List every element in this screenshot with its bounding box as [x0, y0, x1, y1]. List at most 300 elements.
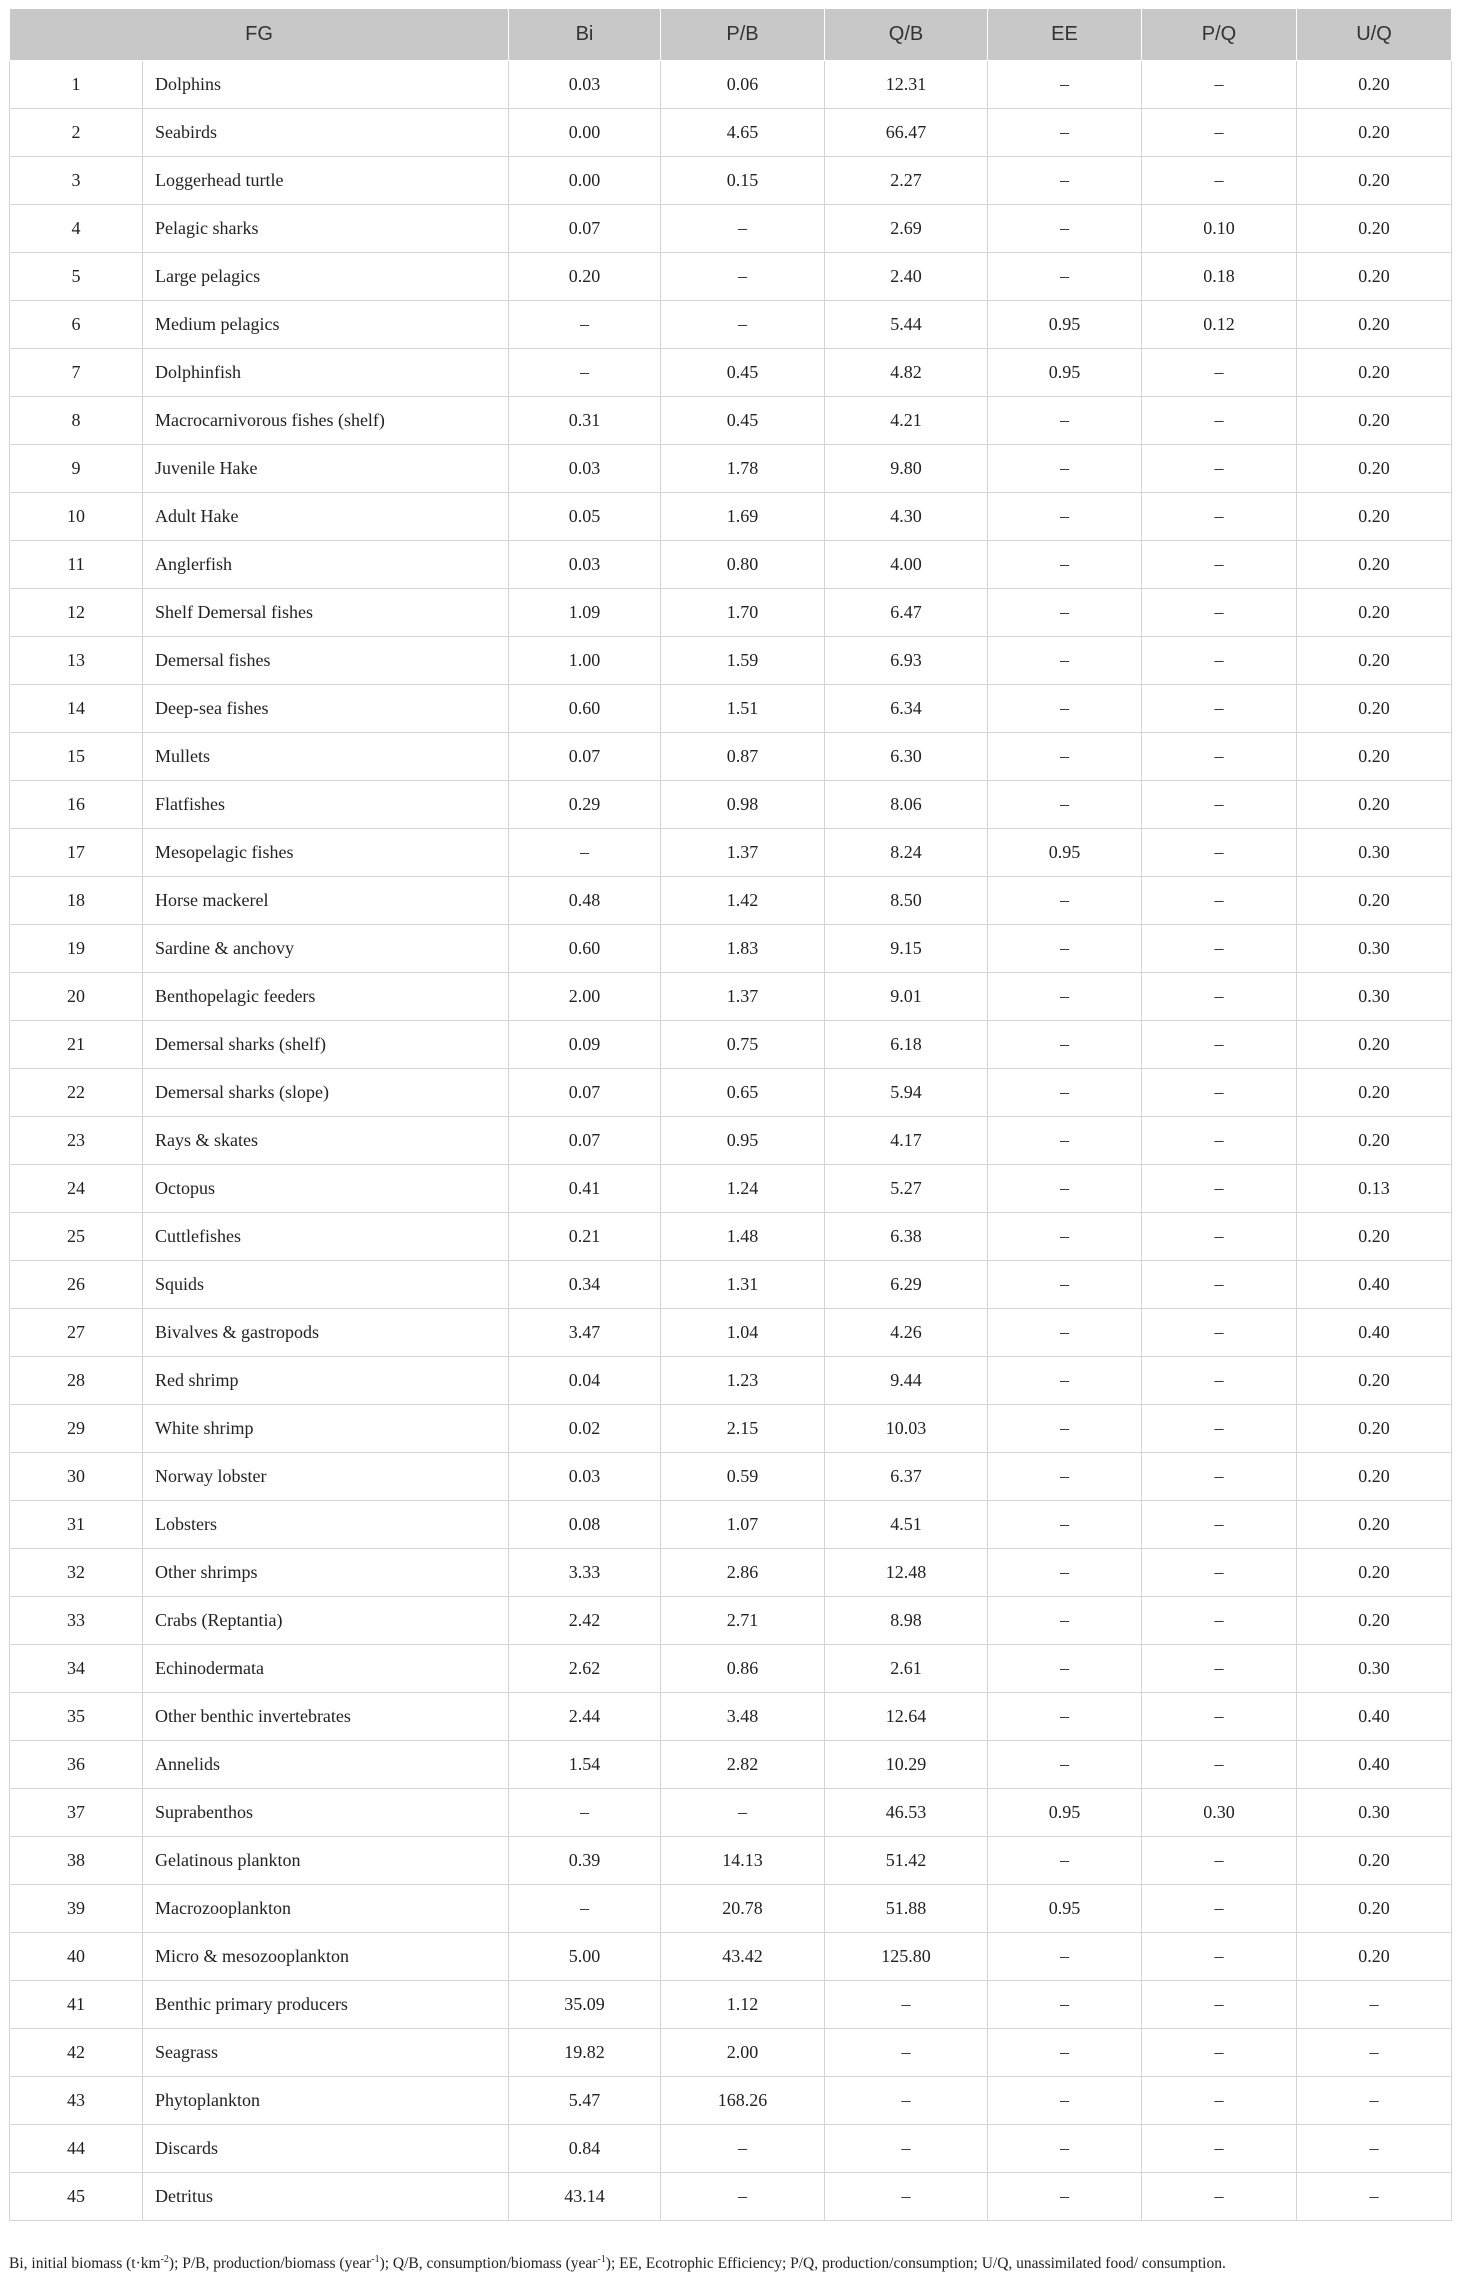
cell-pb: 1.70 — [661, 589, 825, 637]
cell-pq: – — [1142, 973, 1297, 1021]
cell-uq: 0.20 — [1297, 157, 1452, 205]
table-row — [10, 1261, 1452, 1309]
cell-pb: 2.86 — [661, 1549, 825, 1597]
cell-uq: – — [1297, 2173, 1452, 2221]
cell-group-name: Squids — [143, 1261, 509, 1309]
cell-pb: 0.45 — [661, 349, 825, 397]
cell-uq: 0.20 — [1297, 1021, 1452, 1069]
cell-pq: – — [1142, 1981, 1297, 2029]
cell-pq: – — [1142, 1549, 1297, 1597]
cell-group-name: Dolphins — [143, 61, 509, 109]
cell-bi: 35.09 — [509, 1981, 661, 2029]
cell-group-name: Shelf Demersal fishes — [143, 589, 509, 637]
cell-bi: 5.00 — [509, 1933, 661, 1981]
table-header-row — [10, 9, 1452, 61]
table-row — [10, 589, 1452, 637]
cell-bi: 0.07 — [509, 1117, 661, 1165]
table-row — [10, 445, 1452, 493]
table-row — [10, 109, 1452, 157]
cell-qb: – — [825, 2077, 988, 2125]
cell-bi: 43.14 — [509, 2173, 661, 2221]
cell-pq: – — [1142, 1741, 1297, 1789]
cell-uq: 0.20 — [1297, 397, 1452, 445]
table-row — [10, 1405, 1452, 1453]
cell-pq: – — [1142, 1405, 1297, 1453]
footnote-text: ); EE, Ecotrophic Efficiency; P/Q, production/consumption; U/Q, unassimilated food/ consumption. — [605, 2255, 1226, 2272]
cell-qb: 4.26 — [825, 1309, 988, 1357]
cell-pq: – — [1142, 1357, 1297, 1405]
cell-uq: 0.20 — [1297, 1933, 1452, 1981]
cell-qb: – — [825, 2173, 988, 2221]
cell-qb: 66.47 — [825, 109, 988, 157]
cell-pb: 1.23 — [661, 1357, 825, 1405]
cell-qb: 9.80 — [825, 445, 988, 493]
table-row — [10, 877, 1452, 925]
table-row — [10, 541, 1452, 589]
cell-ee: – — [988, 733, 1142, 781]
cell-pq: – — [1142, 1021, 1297, 1069]
table-container — [9, 8, 1451, 2221]
cell-fg-number: 44 — [10, 2125, 143, 2173]
cell-uq: 0.20 — [1297, 1213, 1452, 1261]
cell-uq: 0.20 — [1297, 589, 1452, 637]
cell-uq: 0.20 — [1297, 637, 1452, 685]
cell-pb: 1.37 — [661, 973, 825, 1021]
cell-ee: – — [988, 1069, 1142, 1117]
cell-fg-number: 4 — [10, 205, 143, 253]
cell-uq: – — [1297, 2077, 1452, 2125]
cell-bi: 0.09 — [509, 1021, 661, 1069]
cell-qb: 4.17 — [825, 1117, 988, 1165]
cell-pb: 1.37 — [661, 829, 825, 877]
cell-fg-number: 31 — [10, 1501, 143, 1549]
cell-qb: 9.15 — [825, 925, 988, 973]
cell-group-name: Red shrimp — [143, 1357, 509, 1405]
cell-group-name: Demersal sharks (slope) — [143, 1069, 509, 1117]
footnote-text: ); P/B, production/biomass (year — [168, 2255, 372, 2272]
cell-fg-number: 25 — [10, 1213, 143, 1261]
cell-group-name: Seabirds — [143, 109, 509, 157]
cell-fg-number: 24 — [10, 1165, 143, 1213]
cell-ee: – — [988, 1117, 1142, 1165]
cell-qb: 10.03 — [825, 1405, 988, 1453]
cell-qb: 6.47 — [825, 589, 988, 637]
cell-ee: – — [988, 1597, 1142, 1645]
table-row — [10, 1213, 1452, 1261]
cell-fg-number: 28 — [10, 1357, 143, 1405]
cell-bi: 0.00 — [509, 157, 661, 205]
cell-group-name: Benthopelagic feeders — [143, 973, 509, 1021]
table-row — [10, 1981, 1452, 2029]
table-row — [10, 829, 1452, 877]
cell-ee: – — [988, 205, 1142, 253]
table-row — [10, 2173, 1452, 2221]
cell-uq: 0.20 — [1297, 1549, 1452, 1597]
table-row — [10, 493, 1452, 541]
cell-qb: 8.98 — [825, 1597, 988, 1645]
cell-group-name: Detritus — [143, 2173, 509, 2221]
cell-pq: – — [1142, 1261, 1297, 1309]
cell-pb: – — [661, 1789, 825, 1837]
cell-group-name: Anglerfish — [143, 541, 509, 589]
cell-fg-number: 8 — [10, 397, 143, 445]
cell-pq: – — [1142, 1117, 1297, 1165]
cell-qb: 12.48 — [825, 1549, 988, 1597]
cell-pq: – — [1142, 1645, 1297, 1693]
cell-pq: – — [1142, 493, 1297, 541]
cell-group-name: Juvenile Hake — [143, 445, 509, 493]
cell-pb: 2.71 — [661, 1597, 825, 1645]
cell-bi: 0.07 — [509, 1069, 661, 1117]
cell-pb: 4.65 — [661, 109, 825, 157]
cell-ee: – — [988, 1549, 1142, 1597]
cell-ee: – — [988, 397, 1142, 445]
cell-pb: 1.42 — [661, 877, 825, 925]
cell-uq: 0.20 — [1297, 445, 1452, 493]
cell-uq: 0.20 — [1297, 1885, 1452, 1933]
cell-ee: – — [988, 445, 1142, 493]
table-row — [10, 1741, 1452, 1789]
cell-fg-number: 35 — [10, 1693, 143, 1741]
cell-ee: – — [988, 1309, 1142, 1357]
cell-group-name: Gelatinous plankton — [143, 1837, 509, 1885]
cell-pq: – — [1142, 925, 1297, 973]
cell-pq: – — [1142, 1309, 1297, 1357]
cell-ee: – — [988, 1837, 1142, 1885]
header-fg: FG — [10, 9, 509, 61]
cell-fg-number: 29 — [10, 1405, 143, 1453]
cell-bi: 0.03 — [509, 61, 661, 109]
cell-fg-number: 20 — [10, 973, 143, 1021]
cell-uq: 0.20 — [1297, 1597, 1452, 1645]
footnote-superscript: -1 — [371, 2253, 380, 2265]
cell-group-name: Lobsters — [143, 1501, 509, 1549]
cell-bi: 0.60 — [509, 685, 661, 733]
cell-ee: – — [988, 1453, 1142, 1501]
cell-group-name: Discards — [143, 2125, 509, 2173]
cell-qb: 6.93 — [825, 637, 988, 685]
table-row — [10, 61, 1452, 109]
cell-bi: 5.47 — [509, 2077, 661, 2125]
cell-ee: – — [988, 1357, 1142, 1405]
cell-pb: 20.78 — [661, 1885, 825, 1933]
cell-group-name: Seagrass — [143, 2029, 509, 2077]
cell-uq: 0.20 — [1297, 349, 1452, 397]
cell-qb: 12.31 — [825, 61, 988, 109]
cell-pq: – — [1142, 1165, 1297, 1213]
cell-bi: 0.03 — [509, 445, 661, 493]
header-uq: U/Q — [1297, 9, 1452, 61]
cell-bi: 2.62 — [509, 1645, 661, 1693]
cell-pq: – — [1142, 349, 1297, 397]
cell-bi: – — [509, 829, 661, 877]
cell-group-name: Mullets — [143, 733, 509, 781]
cell-fg-number: 11 — [10, 541, 143, 589]
cell-pb: – — [661, 205, 825, 253]
table-row — [10, 1597, 1452, 1645]
cell-ee: – — [988, 2029, 1142, 2077]
cell-qb: 10.29 — [825, 1741, 988, 1789]
cell-pq: 0.12 — [1142, 301, 1297, 349]
data-table — [9, 8, 1452, 2221]
cell-ee: 0.95 — [988, 1885, 1142, 1933]
cell-uq: 0.20 — [1297, 253, 1452, 301]
cell-bi: 0.02 — [509, 1405, 661, 1453]
cell-qb: 8.06 — [825, 781, 988, 829]
cell-qb: 12.64 — [825, 1693, 988, 1741]
cell-uq: 0.30 — [1297, 973, 1452, 1021]
cell-qb: 6.30 — [825, 733, 988, 781]
cell-qb: 2.61 — [825, 1645, 988, 1693]
cell-bi: 0.39 — [509, 1837, 661, 1885]
cell-pq: – — [1142, 397, 1297, 445]
cell-uq: 0.40 — [1297, 1693, 1452, 1741]
cell-bi: 2.00 — [509, 973, 661, 1021]
table-row — [10, 1165, 1452, 1213]
header-bi: Bi — [509, 9, 661, 61]
cell-uq: 0.20 — [1297, 541, 1452, 589]
table-row — [10, 973, 1452, 1021]
table-row — [10, 349, 1452, 397]
cell-group-name: Bivalves & gastropods — [143, 1309, 509, 1357]
cell-uq: – — [1297, 2029, 1452, 2077]
cell-bi: 0.41 — [509, 1165, 661, 1213]
table-row — [10, 637, 1452, 685]
table-row — [10, 1933, 1452, 1981]
table-row — [10, 1885, 1452, 1933]
footnote-text: Bi, initial biomass (t·km — [9, 2255, 161, 2272]
cell-bi: 0.03 — [509, 1453, 661, 1501]
cell-group-name: Sardine & anchovy — [143, 925, 509, 973]
cell-uq: 0.20 — [1297, 493, 1452, 541]
cell-ee: – — [988, 1933, 1142, 1981]
cell-bi: 0.31 — [509, 397, 661, 445]
cell-fg-number: 19 — [10, 925, 143, 973]
cell-group-name: Other benthic invertebrates — [143, 1693, 509, 1741]
cell-bi: 3.33 — [509, 1549, 661, 1597]
cell-fg-number: 14 — [10, 685, 143, 733]
cell-bi: 0.08 — [509, 1501, 661, 1549]
cell-uq: 0.40 — [1297, 1261, 1452, 1309]
cell-uq: 0.20 — [1297, 1117, 1452, 1165]
cell-uq: 0.20 — [1297, 1837, 1452, 1885]
cell-qb: 6.37 — [825, 1453, 988, 1501]
cell-qb: 8.24 — [825, 829, 988, 877]
cell-group-name: Macrozooplankton — [143, 1885, 509, 1933]
table-row — [10, 1117, 1452, 1165]
cell-qb: 51.88 — [825, 1885, 988, 1933]
cell-group-name: Large pelagics — [143, 253, 509, 301]
cell-ee: – — [988, 109, 1142, 157]
cell-group-name: Norway lobster — [143, 1453, 509, 1501]
cell-group-name: Echinodermata — [143, 1645, 509, 1693]
cell-qb: – — [825, 2029, 988, 2077]
table-row — [10, 2125, 1452, 2173]
cell-fg-number: 16 — [10, 781, 143, 829]
cell-qb: – — [825, 1981, 988, 2029]
cell-pq: – — [1142, 1069, 1297, 1117]
cell-uq: 0.20 — [1297, 109, 1452, 157]
cell-pb: 1.69 — [661, 493, 825, 541]
cell-pq: 0.10 — [1142, 205, 1297, 253]
cell-qb: 2.40 — [825, 253, 988, 301]
cell-fg-number: 5 — [10, 253, 143, 301]
cell-ee: – — [988, 1741, 1142, 1789]
cell-pb: 3.48 — [661, 1693, 825, 1741]
cell-fg-number: 30 — [10, 1453, 143, 1501]
cell-ee: – — [988, 1693, 1142, 1741]
cell-fg-number: 1 — [10, 61, 143, 109]
cell-group-name: Horse mackerel — [143, 877, 509, 925]
table-row — [10, 1549, 1452, 1597]
cell-ee: – — [988, 1981, 1142, 2029]
cell-fg-number: 2 — [10, 109, 143, 157]
cell-pb: 0.80 — [661, 541, 825, 589]
cell-bi: 0.04 — [509, 1357, 661, 1405]
cell-ee: 0.95 — [988, 1789, 1142, 1837]
header-ee: EE — [988, 9, 1142, 61]
cell-group-name: Rays & skates — [143, 1117, 509, 1165]
cell-pb: 2.82 — [661, 1741, 825, 1789]
cell-uq: 0.30 — [1297, 1645, 1452, 1693]
cell-ee: – — [988, 1261, 1142, 1309]
cell-pb: 0.45 — [661, 397, 825, 445]
cell-fg-number: 12 — [10, 589, 143, 637]
cell-ee: 0.95 — [988, 829, 1142, 877]
cell-group-name: Adult Hake — [143, 493, 509, 541]
cell-bi: 0.05 — [509, 493, 661, 541]
cell-uq: 0.20 — [1297, 685, 1452, 733]
cell-uq: 0.20 — [1297, 1069, 1452, 1117]
cell-group-name: Octopus — [143, 1165, 509, 1213]
cell-fg-number: 36 — [10, 1741, 143, 1789]
cell-ee: – — [988, 637, 1142, 685]
cell-fg-number: 18 — [10, 877, 143, 925]
cell-qb: 125.80 — [825, 1933, 988, 1981]
cell-group-name: Mesopelagic fishes — [143, 829, 509, 877]
cell-pq: – — [1142, 1837, 1297, 1885]
cell-ee: – — [988, 493, 1142, 541]
cell-qb: 51.42 — [825, 1837, 988, 1885]
cell-fg-number: 22 — [10, 1069, 143, 1117]
cell-fg-number: 39 — [10, 1885, 143, 1933]
cell-group-name: Medium pelagics — [143, 301, 509, 349]
cell-uq: 0.20 — [1297, 1501, 1452, 1549]
cell-pb: 0.65 — [661, 1069, 825, 1117]
cell-pb: 1.78 — [661, 445, 825, 493]
table-footnote — [9, 2254, 1451, 2273]
cell-bi: 3.47 — [509, 1309, 661, 1357]
cell-fg-number: 3 — [10, 157, 143, 205]
cell-uq: 0.40 — [1297, 1741, 1452, 1789]
cell-pq: – — [1142, 2125, 1297, 2173]
cell-fg-number: 40 — [10, 1933, 143, 1981]
table-row — [10, 1693, 1452, 1741]
cell-group-name: Loggerhead turtle — [143, 157, 509, 205]
cell-uq: 0.30 — [1297, 1789, 1452, 1837]
table-row — [10, 157, 1452, 205]
table-row — [10, 397, 1452, 445]
cell-qb: 2.27 — [825, 157, 988, 205]
cell-pq: – — [1142, 2173, 1297, 2221]
cell-bi: 0.21 — [509, 1213, 661, 1261]
cell-group-name: Dolphinfish — [143, 349, 509, 397]
cell-group-name: Cuttlefishes — [143, 1213, 509, 1261]
table-row — [10, 301, 1452, 349]
cell-fg-number: 27 — [10, 1309, 143, 1357]
cell-pq: – — [1142, 733, 1297, 781]
table-row — [10, 1837, 1452, 1885]
table-row — [10, 1789, 1452, 1837]
cell-fg-number: 23 — [10, 1117, 143, 1165]
cell-group-name: Demersal sharks (shelf) — [143, 1021, 509, 1069]
cell-pq: – — [1142, 157, 1297, 205]
cell-pb: 1.07 — [661, 1501, 825, 1549]
cell-qb: 4.82 — [825, 349, 988, 397]
cell-pb: 0.98 — [661, 781, 825, 829]
cell-qb: 46.53 — [825, 1789, 988, 1837]
cell-bi: 2.42 — [509, 1597, 661, 1645]
cell-fg-number: 33 — [10, 1597, 143, 1645]
cell-ee: – — [988, 541, 1142, 589]
cell-ee: – — [988, 157, 1142, 205]
cell-bi: – — [509, 1789, 661, 1837]
cell-uq: 0.20 — [1297, 1405, 1452, 1453]
cell-pq: – — [1142, 1693, 1297, 1741]
cell-ee: 0.95 — [988, 349, 1142, 397]
cell-pq: – — [1142, 2029, 1297, 2077]
table-row — [10, 685, 1452, 733]
cell-ee: – — [988, 1213, 1142, 1261]
cell-pq: – — [1142, 1501, 1297, 1549]
cell-uq: 0.20 — [1297, 301, 1452, 349]
cell-pb: 0.86 — [661, 1645, 825, 1693]
cell-ee: – — [988, 253, 1142, 301]
cell-pb: 1.51 — [661, 685, 825, 733]
cell-uq: 0.20 — [1297, 61, 1452, 109]
cell-qb: 6.38 — [825, 1213, 988, 1261]
table-row — [10, 1645, 1452, 1693]
cell-bi: 0.84 — [509, 2125, 661, 2173]
cell-pq: – — [1142, 1453, 1297, 1501]
cell-ee: – — [988, 1165, 1142, 1213]
cell-pb: 14.13 — [661, 1837, 825, 1885]
cell-fg-number: 9 — [10, 445, 143, 493]
table-row — [10, 1501, 1452, 1549]
cell-uq: 0.13 — [1297, 1165, 1452, 1213]
cell-pb: 1.59 — [661, 637, 825, 685]
cell-pb: 0.59 — [661, 1453, 825, 1501]
cell-qb: 9.44 — [825, 1357, 988, 1405]
cell-bi: 0.34 — [509, 1261, 661, 1309]
header-qb: Q/B — [825, 9, 988, 61]
cell-bi: 19.82 — [509, 2029, 661, 2077]
cell-ee: – — [988, 685, 1142, 733]
cell-fg-number: 13 — [10, 637, 143, 685]
table-row — [10, 1309, 1452, 1357]
cell-ee: – — [988, 2077, 1142, 2125]
cell-group-name: Suprabenthos — [143, 1789, 509, 1837]
cell-group-name: Benthic primary producers — [143, 1981, 509, 2029]
cell-qb: 4.30 — [825, 493, 988, 541]
cell-ee: – — [988, 973, 1142, 1021]
cell-ee: – — [988, 1645, 1142, 1693]
cell-bi: 0.07 — [509, 205, 661, 253]
table-row — [10, 781, 1452, 829]
table-row — [10, 1453, 1452, 1501]
cell-qb: 5.27 — [825, 1165, 988, 1213]
cell-group-name: Annelids — [143, 1741, 509, 1789]
